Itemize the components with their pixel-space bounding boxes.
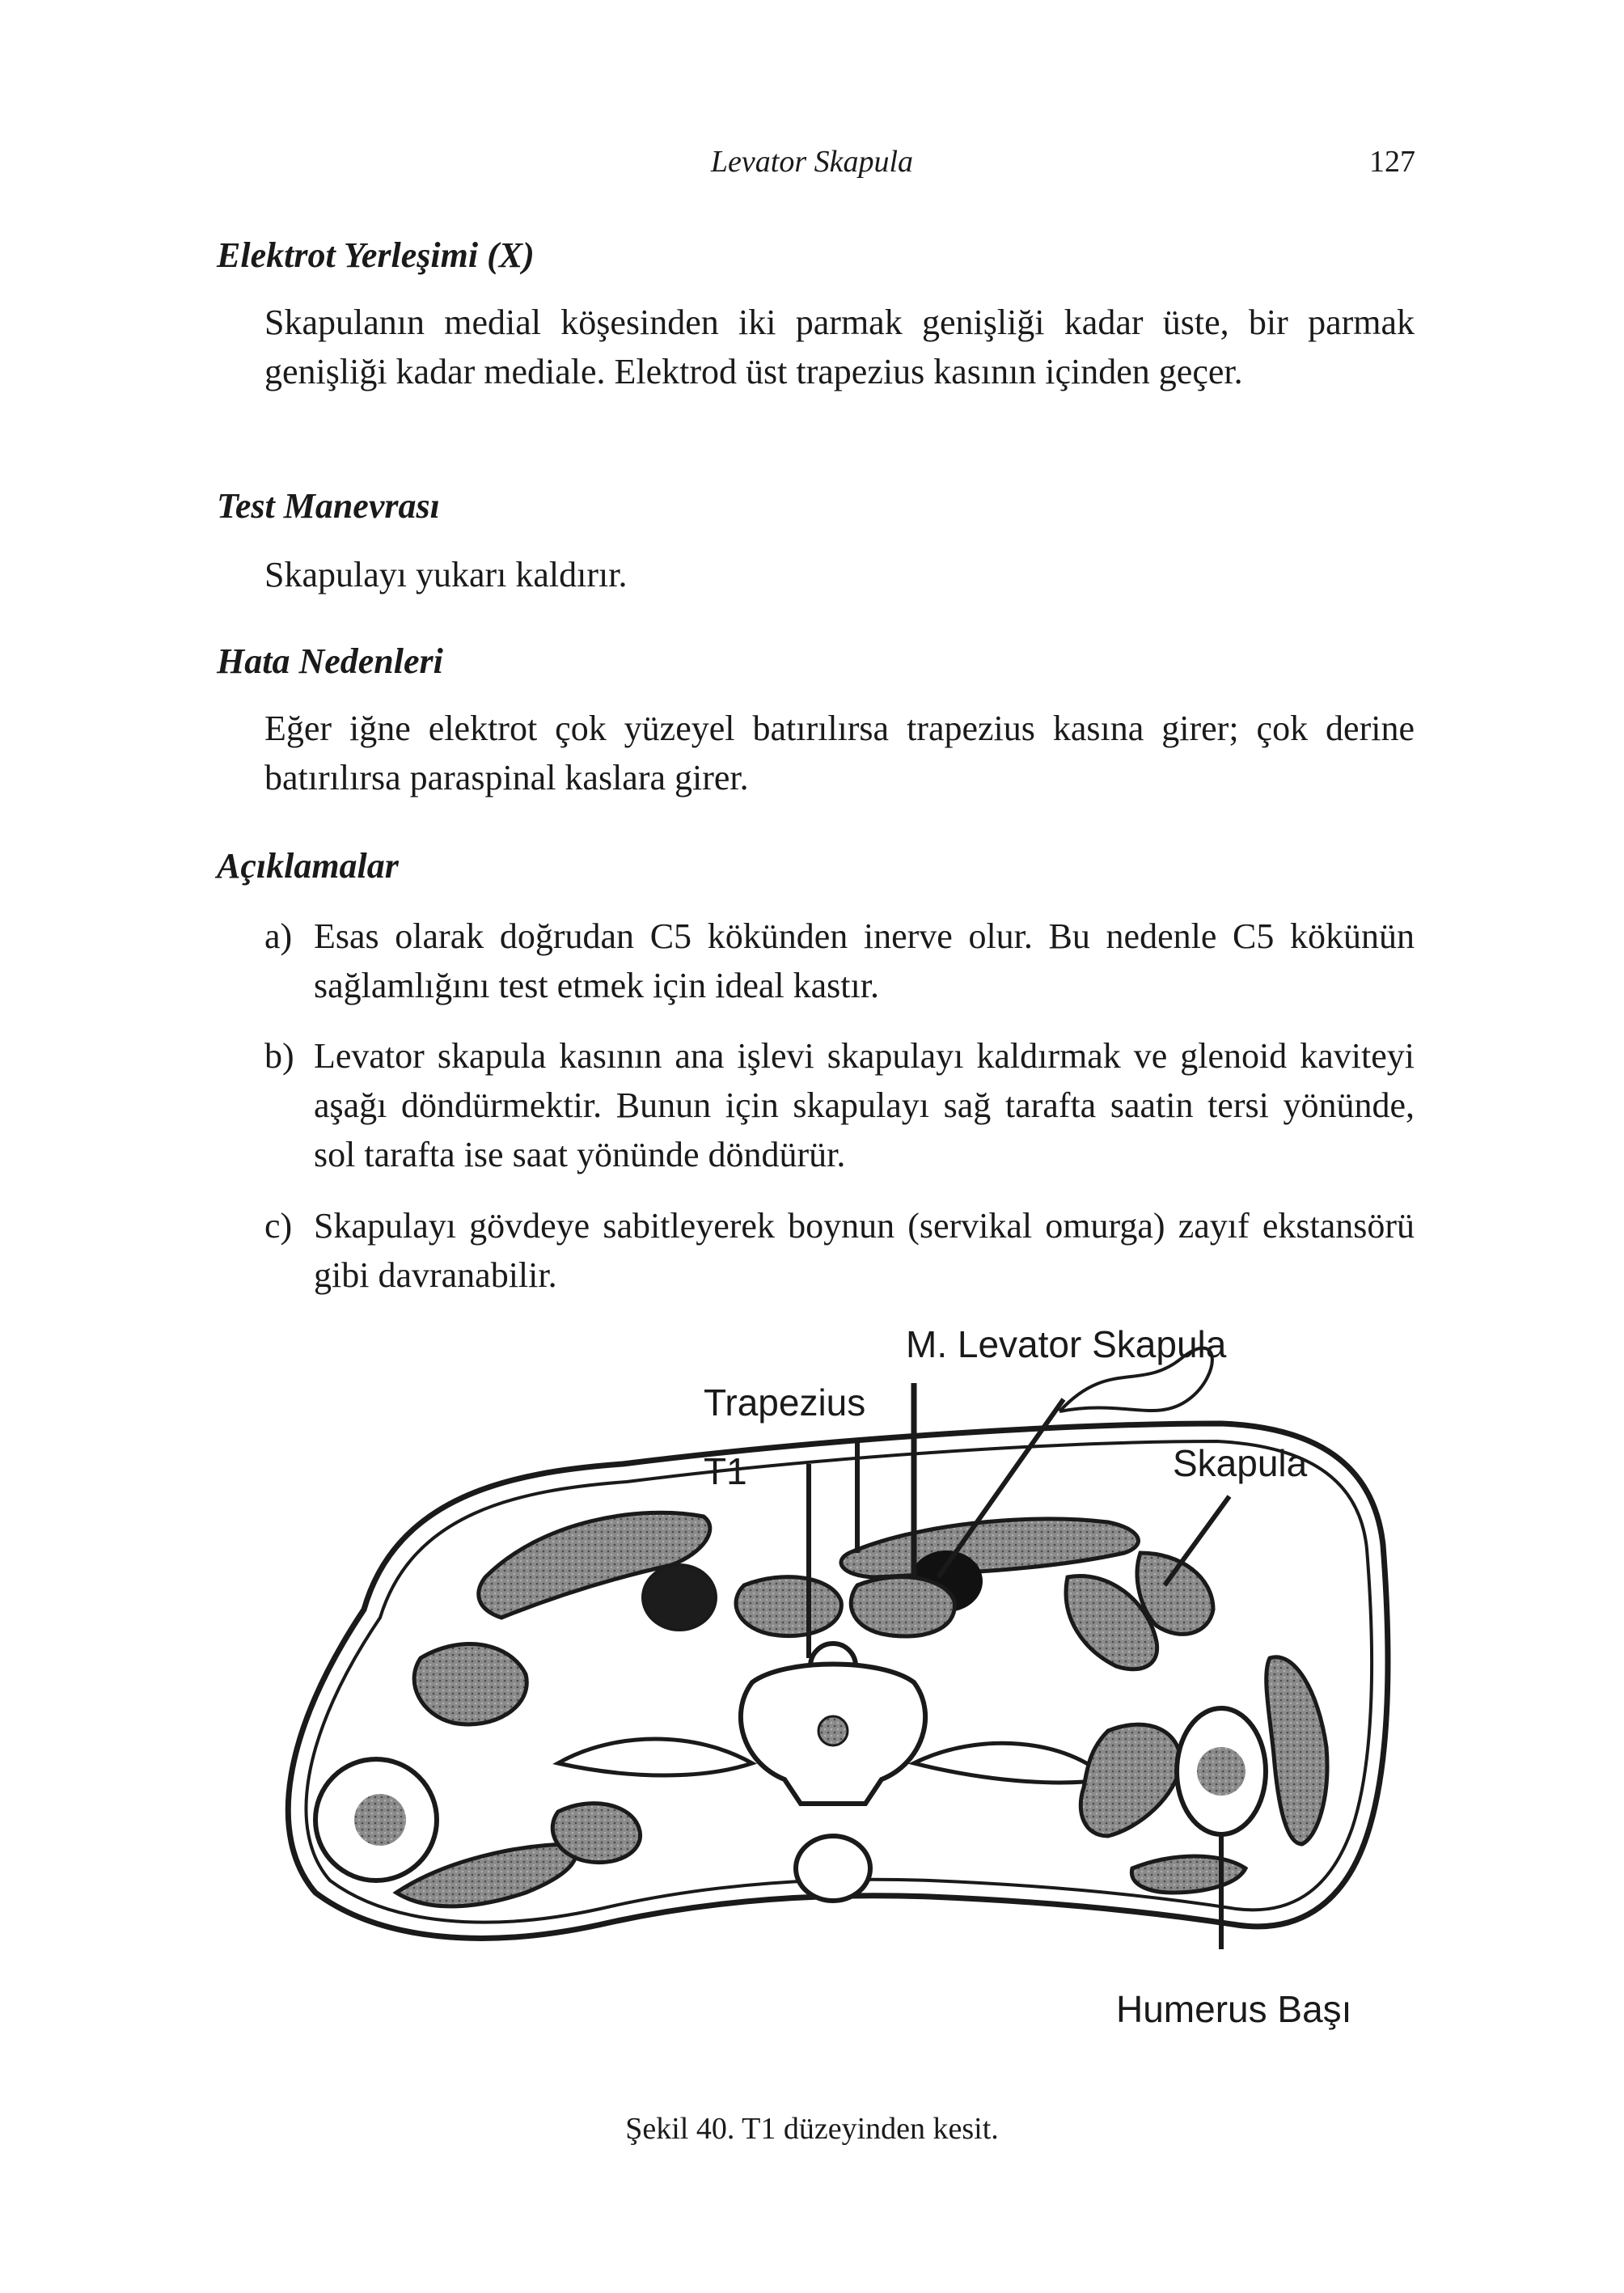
- running-title: Levator Skapula: [710, 145, 914, 179]
- errors-paragraph: Eğer iğne elektrot çok yüzeyel batırılırsa trapezius kasına girer; çok derine batırılırsa paraspinal kaslara girer.: [264, 709, 1415, 797]
- note-text: Esas olarak doğrudan C5 kökünden inerve olur. Bu nedenle C5 kökünün sağlamlığını test etmek için ideal kastır.: [314, 916, 1415, 1005]
- note-item-a: [264, 912, 1415, 1010]
- note-text: Skapulayı gövdeye sabitleyerek boynun (servikal omurga) zayıf ekstansörü gibi davranabilir.: [314, 1206, 1415, 1295]
- vertebral-body: [796, 1836, 870, 1901]
- label-levator: M. Levator Skapula: [906, 1323, 1227, 1365]
- paraspinal-right: [851, 1577, 954, 1636]
- label-skapula: Skapula: [1173, 1442, 1308, 1484]
- note-marker: c): [264, 1206, 293, 1246]
- note-item-c: [264, 1201, 1415, 1300]
- muscle-left-mid: [552, 1804, 640, 1863]
- note-text: Levator skapula kasının ana işlevi skapulayı kaldırmak ve glenoid kaviteyi aşağı döndürmektir. Bunun için skapulayı sağ tarafta saatin tersi yönünde, sol tarafta ise saat yönünde döndürür.: [314, 1036, 1415, 1174]
- rib-left: [558, 1739, 752, 1775]
- spinal-cord: [818, 1716, 848, 1745]
- muscle-right-outer: [1267, 1657, 1327, 1844]
- paraspinal-left: [736, 1577, 841, 1636]
- note-marker: a): [264, 916, 293, 956]
- section-title-test: Test Manevrası: [217, 486, 440, 526]
- muscle-left-lateral: [414, 1644, 527, 1724]
- note-item-b: [264, 1031, 1415, 1179]
- trapezius-right: [841, 1519, 1138, 1577]
- electrode-paragraph: Skapulanın medial köşesinden iki parmak genişliği kadar üste, bir parmak genişliği kadar mediale. Elektrod üst trapezius kasının içinden geçer.: [264, 302, 1415, 391]
- levator-skapula-left: [643, 1565, 716, 1630]
- section-title-electrode: Elektrot Yerleşimi (X): [217, 235, 535, 275]
- note-marker: b): [264, 1036, 294, 1076]
- label-humerus: Humerus Başı: [1116, 1988, 1352, 2030]
- section-title-errors: Hata Nedenleri: [217, 641, 443, 681]
- muscle-right-lower: [1131, 1856, 1245, 1893]
- humerus-left-marrow: [354, 1794, 406, 1846]
- humerus-right-marrow: [1197, 1747, 1245, 1796]
- t1-cross-section-illustration: [251, 1310, 1415, 2054]
- section-title-notes: Açıklamalar: [217, 846, 399, 886]
- test-paragraph: Skapulayı yukarı kaldırır.: [264, 555, 628, 594]
- page-number: 127: [1369, 145, 1415, 179]
- label-trapezius: Trapezius: [704, 1381, 866, 1424]
- rib-right: [914, 1743, 1108, 1783]
- anatomy-figure: [251, 1310, 1415, 2054]
- figure-caption: Şekil 40. T1 düzeyinden kesit.: [625, 2112, 999, 2146]
- muscle-right-mid: [1081, 1724, 1181, 1836]
- label-t1: T1: [704, 1450, 747, 1492]
